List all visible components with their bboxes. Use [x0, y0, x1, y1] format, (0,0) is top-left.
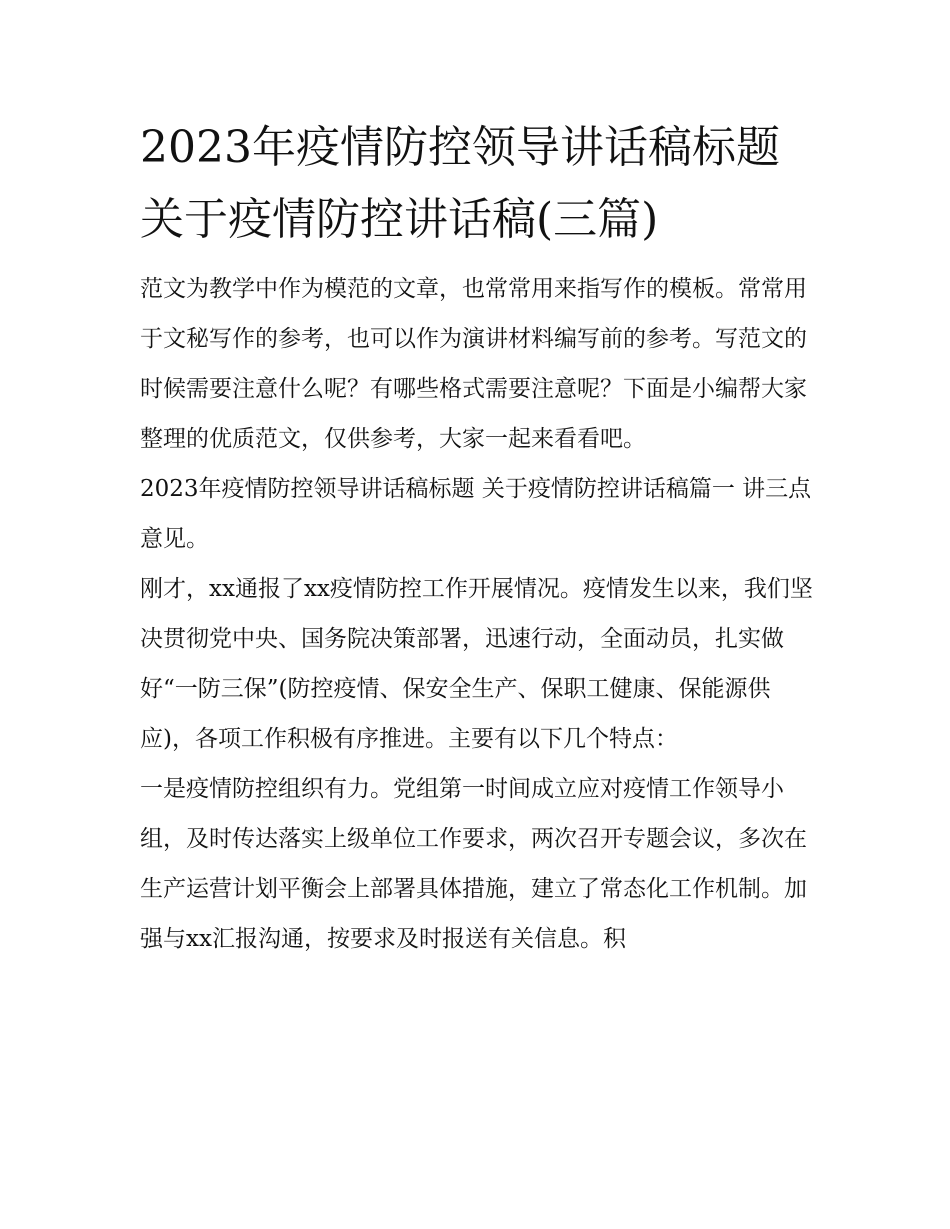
paragraph-intro: 范文为教学中作为模范的文章，也常常用来指写作的模板。常常用于文秘写作的参考，也可以作为演讲材料编写前的参考。写范文的时候需要注意什么呢？有哪些格式需要注意呢？下面是小编帮大家整理的优质范文，仅供参考，大家一起来看看吧。	[140, 276, 807, 452]
paragraph-section-heading: 2023年疫情防控领导讲话稿标题 关于疫情防控讲话稿篇一 讲三点意见。	[140, 476, 812, 552]
document-title: 2023年疫情防控领导讲话稿标题 关于疫情防控讲话稿(三篇)	[140, 122, 780, 245]
paragraph-situation: 刚才，xx通报了xx疫情防控工作开展情况。疫情发生以来，我们坚决贯彻党中央、国务院决策部署，迅速行动，全面动员，扎实做好“一防三保”(防控疫情、保安全生产、保职工健康、保能源供应)，各项工作积极有序推进。主要有以下几个特点：	[140, 576, 813, 752]
document-body	[140, 112, 820, 964]
paragraph-point-one: 一是疫情防控组织有力。党组第一时间成立应对疫情工作领导小组，及时传达落实上级单位工作要求，两次召开专题会议，多次在生产运营计划平衡会上部署具体措施，建立了常态化工作机制。加强与xx汇报沟通，按要求及时报送有关信息。积	[140, 776, 807, 952]
